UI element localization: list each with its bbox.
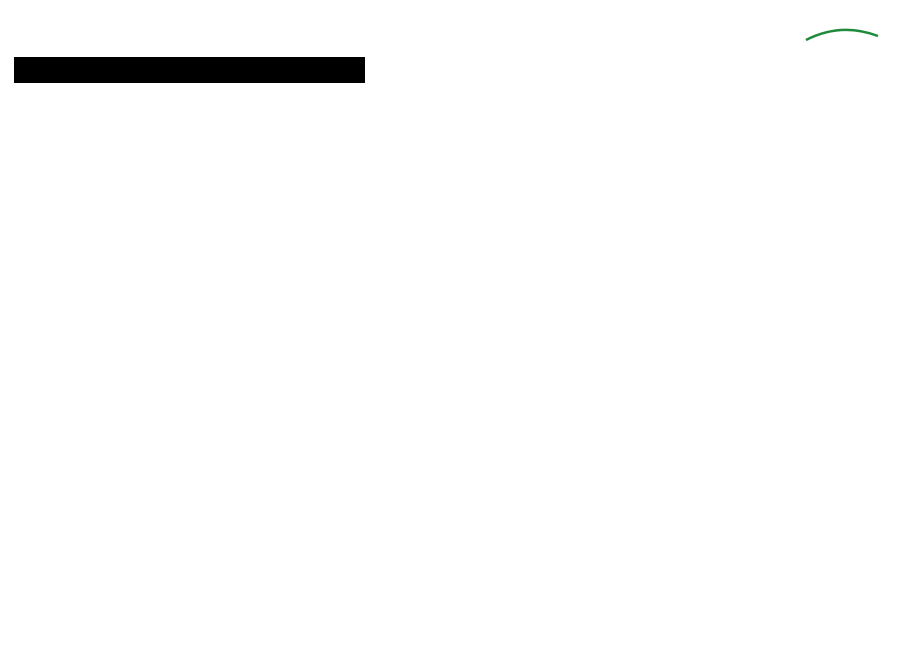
header-pos — [14, 70, 59, 83]
standings-table — [14, 57, 887, 83]
header-name — [59, 70, 219, 83]
table-header — [14, 57, 887, 83]
welsh-cyclocross-league-logo — [792, 10, 890, 58]
header-club — [219, 70, 365, 83]
